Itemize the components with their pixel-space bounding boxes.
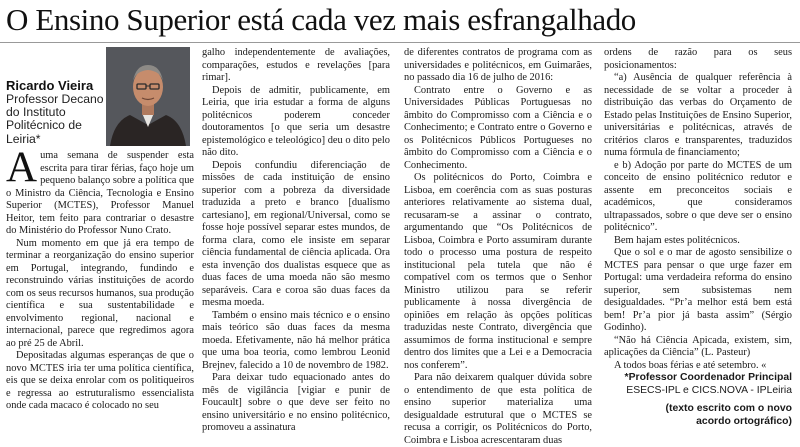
paragraph: Para deixar tudo equacionado antes do mês de vigilância [vigiar e punir de Foucault] sobre o que deve ser feito no ensino universitário e no ensino politécnico, promoveu a assinatura (202, 372, 390, 433)
signature-role: *Professor Coordenador Principal (624, 372, 792, 383)
paragraph: Num momento em que já era tempo de terminar a reorganização do ensino superior em Portugal, integrando, fundindo e reconstruindo várias instituições de acordo com os seus recursos humanos, sua produção científica e sua sustentabilidade e envolvimento regional, nacional e internacional, parece que regredimos agora ao pré 25 de Abril. (6, 237, 194, 349)
article-column-3 (404, 47, 592, 447)
paragraph: e b) Adoção por parte do MCTES de um conceito de ensino politécnico redutor e assente em preconceitos sociais e académicos, que consideramos ultrapassados, sobre o que deve ser o ensino politécnico”. (604, 159, 792, 233)
orthography-note-line: acordo ortográfico) (696, 415, 792, 427)
paragraph: ordens de razão para os seus posicionamentos: (604, 47, 792, 71)
paragraph: Bem hajam estes politécnicos. (614, 234, 740, 246)
drop-cap: A (6, 144, 38, 191)
author-photo (106, 47, 190, 146)
paragraph: Depois de admitir, publicamente, em Leiria, que iria estudar a forma de alguns politécnicos poderem conceder doutoramentos [o que seria um desastre epistemológico e teleológico] deu o dito pelo não dito. (202, 84, 390, 158)
article-headline: O Ensino Superior está cada vez mais esfrangalhado (6, 2, 636, 37)
signature-affiliation: ESECS-IPL e CICS.NOVA - IPLeiria (626, 384, 792, 396)
paragraph (6, 144, 194, 238)
paragraph: A todos boas férias e até setembro. « (614, 359, 767, 371)
orthography-note-line: (texto escrito com o novo (665, 403, 792, 414)
orthography-note (604, 403, 792, 428)
paragraph: galho independentemente de avaliações, comparações, estudos e revelações [para rimar]. (202, 47, 390, 83)
author-title: Professor Decano do Instituto Politécnico de Leiria* (6, 92, 104, 146)
article-column-2 (202, 47, 390, 435)
paragraph: Para não deixarem qualquer dúvida sobre o entendimento de que esta política de ensino superior materializa uma desigualdade estrutural que o MCTES se recusa a corrigir, os Politécnicos do Porto, Coimbra e Lisboa acrescentaram duas (404, 372, 592, 446)
author-portrait-image (106, 47, 190, 146)
paragraph: Depositadas algumas esperanças de que o novo MCTES iria ter uma política científica, eis que se deixa enrolar com os politiqueiros e regressa ao estruturalismo essencialista onde cada macaco é colocado no seu (6, 350, 194, 411)
article-column-1 (6, 144, 194, 413)
author-block (6, 79, 106, 146)
paragraph: “Não há Ciência Apicada, existem, sim, aplicações da Ciência” (L. Pasteur) (604, 334, 792, 358)
paragraph: Também o ensino mais técnico e o ensino mais teórico são duas faces da mesma moeda. Efetivamente, não há melhor prática que uma boa teoria, como lembrou Leonid Brejnev, falecido a 10 de novembro de 1982. (202, 309, 390, 371)
paragraph: Depois confundiu diferenciação de missões de cada instituição de ensino superior com a pobreza da diversidade traduzida a preto e branco [dualismo cartesiano], em regional/Universal, como se fosse hoje possível separar estes mundos, de forma clara, como ele insiste em separar ciência fundamental de ciência aplicada. Ora esta invenção dos dualistas esquece que as duas faces de uma moeda não são mesmo separáveis. Cara e coroa são duas faces da mesma moeda. (202, 159, 390, 308)
paragraph: de diferentes contratos de programa com as universidades e politécnicos, em Guimarães, no passado dia 16 de julho de 2016: (404, 47, 592, 83)
paragraph-text: uma semana de suspender esta escrita para tirar férias, faço hoje um pequeno balanço sobre a política que o Ministro da Ciência, Tecnologia e Ensino Superior (MCTES), Professor Manuel Heitor, tem feito para contrariar o desastre do Ministério do Professor Nuno Crato. (6, 150, 194, 236)
paragraph: “a) Ausência de qualquer referência à necessidade de se voltar a proceder à distribuição das verbas do Orçamento de Estado pelas Instituições de Ensino Superior, universitárias e politécnicas, através de critérios claros e transparentes, traduzidos numa fórmula de financiamento; (604, 72, 792, 158)
paragraph: Contrato entre o Governo e as Universidades Públicas Portuguesas no âmbito do Compromisso com a Ciência e o Conhecimento; e Contrato entre o Governo e os Politécnicos Públicos Portugueses no âmbito do Compromisso com a Ciência e o Conhecimento. (404, 84, 592, 171)
headline-divider (0, 42, 800, 43)
paragraph: Os politécnicos do Porto, Coimbra e Lisboa, em coerência com as suas posturas anteriores relativamente ao sistema dual, recusaram-se a assinar o contrato, argumentando que “Os Politécnicos de Lisboa, Coimbra e Porto assumiram durante todo o processo uma postura de respeito institucional pela tutela que não é compatível com os termos que o Senhor Ministro utilizou para se referir publicamente à nossa divergência de opiniões em relação às opções políticas traduzidas neste Contrato, divergência que assumimos de forma institucional e sempre dentro dos limites que a Lei e a Democracia nos conferem”. (404, 172, 592, 371)
paragraph: Que o sol e o mar de agosto sensibilize o MCTES para pensar o que urge fazer em Portugal: uma verdadeira reforma do ensino superior, sem subsistemas nem desigualdades. “Pr’a melhor está bem está bem! Pr’a pior já basta assim” (Sérgio Godinho). (604, 247, 792, 333)
article-column-4 (604, 47, 792, 428)
author-name: Ricardo Vieira (6, 78, 94, 93)
